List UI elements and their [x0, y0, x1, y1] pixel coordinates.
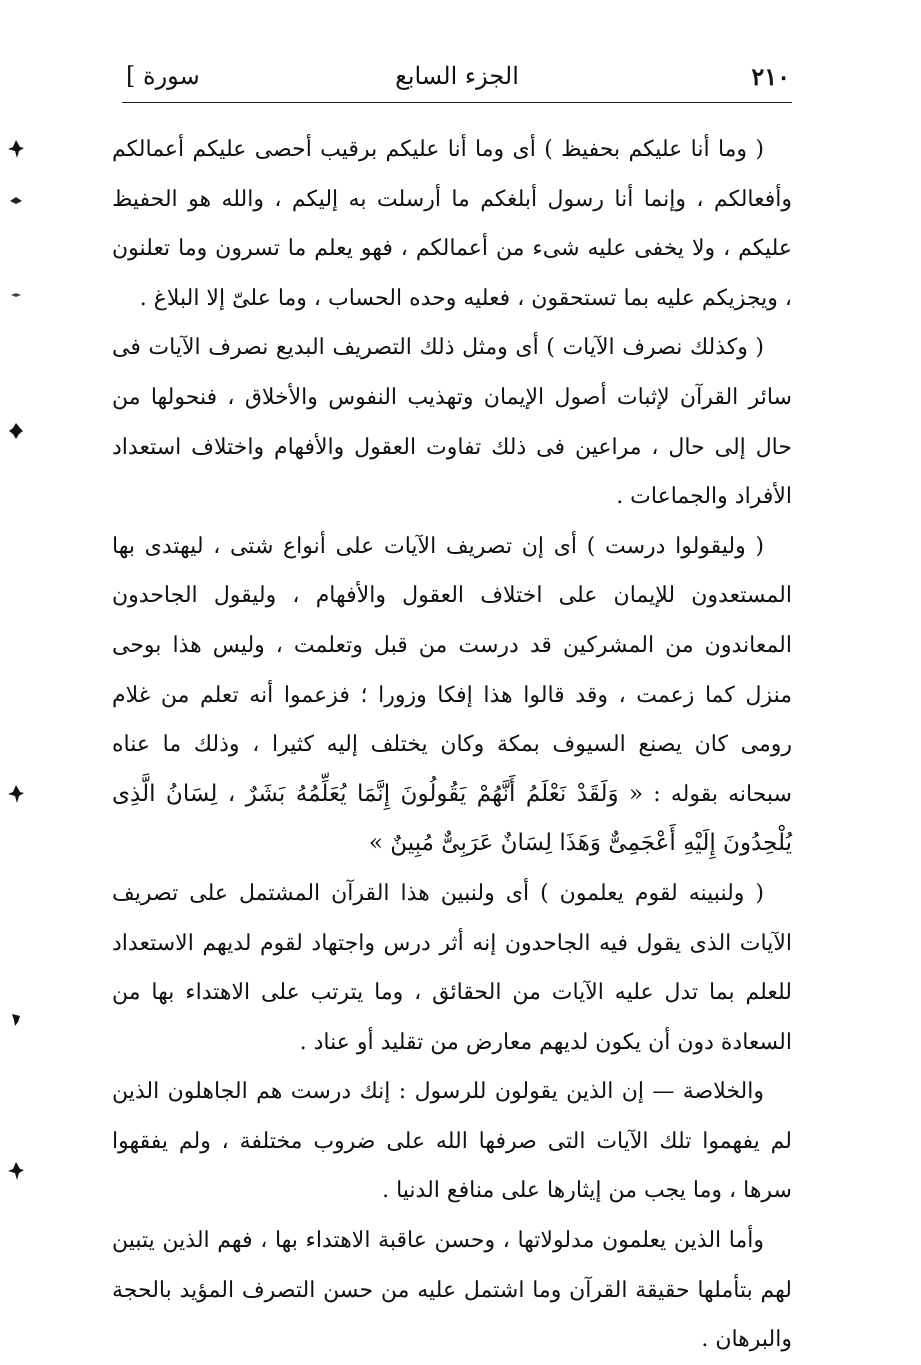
page-header	[122, 58, 792, 103]
surah-label: [ سورة	[126, 62, 200, 90]
scan-mark	[8, 422, 24, 440]
part-title: الجزء السابع	[395, 62, 519, 90]
paragraph-3-text: ( وليقولوا درست ) أى إن تصريف الآيات على أنواع شتى ، ليهتدى بها المستعدون للإيمان على اختلاف العقول والأفهام ، وليقول الجاحدون المعاندون من المشركين قد درست من قبل وتعلمت ، وليس هذا بوحى منزل كما زعمت ، وقد قالوا هذا إفكا وزورا ؛ فزعموا أنه تعلم من غلام رومى كان يصنع السيوف بمكة وكان يختلف إليه كثيرا ، وذلك ما عناه سبحانه بقوله :	[112, 533, 792, 807]
paragraph-5: والخلاصة — إن الذين يقولون للرسول : إنك درست هم الجاهلون الذين لم يفهموا تلك الآيات التى صرفها الله على ضروب مختلفة ، ولم يفقهوا سرها ، وما يجب من إيثارها على منافع الدنيا .	[112, 1079, 792, 1204]
paragraph-2: ( وكذلك نصرف الآيات ) أى ومثل ذلك التصريف البديع نصرف الآيات فى سائر القرآن لإثبات أصول الإيمان وتهذيب النفوس والأخلاق ، فنحولها من حال إلى حال ، مراعين فى ذلك تفاوت العقول والأفهام واختلاف استعداد الأفراد والجماعات .	[112, 335, 792, 510]
scan-mark	[8, 1162, 24, 1180]
scan-mark	[8, 290, 24, 308]
paragraph-3	[112, 522, 792, 869]
quran-verse: « وَلَقَدْ نَعْلَمُ أَنَّهُمْ يَقُولُونَ إِنَّمَا يُعَلِّمُهُ بَشَرٌ ، لِسَانُ الَّذِى يُلْحِدُونَ إِلَيْهِ أَعْجَمِىٌّ وَهَذَا لِسَانٌ عَرَبِىٌّ مُبِينٌ »	[112, 780, 792, 857]
scan-mark	[8, 140, 24, 158]
paragraph-1: ( وما أنا عليكم بحفيظ ) أى وما أنا عليكم برقيب أحصى عليكم أعمالكم وأفعالكم ، وإنما أنا رسول أبلغكم ما أرسلت به إليكم ، والله هو الحفيظ عليكم ، ولا يخفى عليه شىء من أعمالكم ، فهو يعلم ما تسرون وما تعلنون ، ويجزيكم عليه بما تستحقون ، فعليه وحده الحساب ، وما علىّ إلا البلاغ .	[112, 137, 792, 311]
scan-mark	[8, 195, 24, 213]
page-body	[112, 125, 792, 1365]
paragraph-4: ( ولنبينه لقوم يعلمون ) أى ولنبين هذا القرآن المشتمل على تصريف الآيات الذى يقول فيه الجاحدون إنه أثر درس واجتهاد لقوم لديهم الاستعداد للعلم بما تدل عليه الآيات من الحقائق ، وما يترتب على الاهتداء بها من السعادة دون أن يكون لديهم معارض من تقليد أو عناد .	[112, 880, 792, 1055]
scan-mark	[8, 785, 24, 803]
paragraph-6: وأما الذين يعلمون مدلولاتها ، وحسن عاقبة الاهتداء بها ، فهم الذين يتبين لهم بتأملها حقيقة القرآن وما اشتمل عليه من حسن التصرف المؤيد بالحجة والبرهان .	[112, 1228, 792, 1353]
page-number: ٢١٠	[751, 62, 790, 91]
scan-mark	[8, 1012, 24, 1030]
